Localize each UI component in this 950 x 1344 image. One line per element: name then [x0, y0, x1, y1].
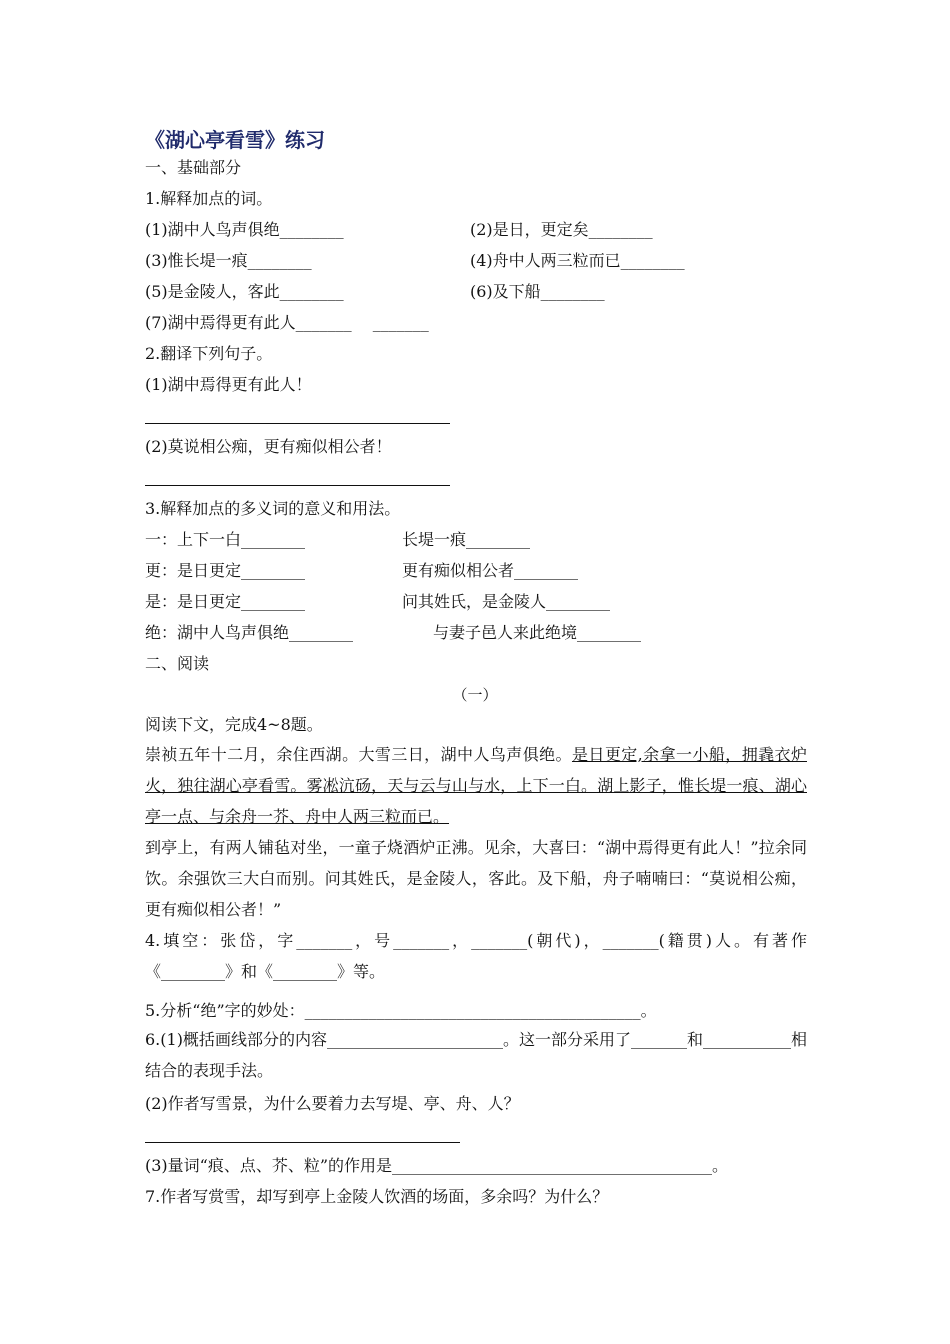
q6-part-2: (2)作者写雪景，为什么要着力去写堤、亭、舟、人？	[145, 1094, 520, 1113]
q2-sentence-2: (2)莫说相公痴，更有痴似相公者！	[145, 437, 392, 456]
q3-row-2-a: 更：是日更定________	[145, 561, 306, 580]
q1-item-4: (4)舟中人两三粒而已________	[470, 251, 685, 270]
q1-item-3: (3)惟长堤一痕________	[145, 251, 312, 270]
q6-part-3: (3)量词“痕、点、芥、粒”的作用是________________________________________。	[145, 1156, 729, 1175]
q3-row-1-b: 长堤一痕________	[402, 530, 531, 549]
reading-label: （一）	[452, 686, 498, 704]
q7: 7.作者写赏雪，却写到亭上金陵人饮酒的场面，多余吗？为什么？	[145, 1187, 609, 1206]
q4: 4.填空：张岱，字_______，号_______，_______(朝代)，_______(籍贯)人。有著作《________》和《________》等。	[145, 931, 807, 981]
passage-paragraph-1	[145, 739, 807, 832]
answer-line	[145, 423, 450, 424]
q2-sentence-1: (1)湖中焉得更有此人！	[145, 375, 312, 394]
q3-row-2-b: 更有痴似相公者________	[402, 561, 579, 580]
q6-part-1: 6.(1)概括画线部分的内容______________________。这一部分采用了_______和___________相结合的表现手法。	[145, 1030, 807, 1080]
passage-text: 崇祯五年十二月，余住西湖。大雪三日，湖中人鸟声俱绝。	[145, 745, 572, 764]
q3-row-3-b: 问其姓氏，是金陵人________	[402, 592, 611, 611]
section-reading: 二、阅读	[145, 654, 210, 673]
page-title: 《湖心亭看雪》练习	[145, 128, 325, 152]
q3-heading: 3.解释加点的多义词的意义和用法。	[145, 499, 401, 518]
q2-heading: 2.翻译下列句子。	[145, 344, 273, 363]
passage-paragraph-2: 到亭上，有两人铺毡对坐，一童子烧酒炉正沸。见余，大喜曰：“湖中焉得更有此人！”拉余同饮。余强饮三大白而别。问其姓氏，是金陵人，客此。及下船，舟子喃喃曰：“莫说相公痴，更有痴似相公者！”	[145, 838, 807, 919]
passage-underlined: 是日更定,余拿一小船，拥毳衣炉火，独往湖心亭看雪。雾凇沆砀，天与云与山与水，上下一白。湖上影子，惟长堤一痕、湖心亭一点、与余舟一芥、舟中人两三粒而已。	[145, 745, 807, 826]
q1-heading: 1.解释加点的词。	[145, 189, 273, 208]
q3-row-3-a: 是：是日更定________	[145, 592, 306, 611]
section-basic: 一、基础部分	[145, 158, 242, 177]
q1-item-7: (7)湖中焉得更有此人_______ _______	[145, 313, 429, 332]
q3-row-4-b: 与妻子邑人来此绝境________	[433, 623, 642, 642]
q1-item-6: (6)及下船________	[470, 282, 605, 301]
q1-item-1: (1)湖中人鸟声俱绝________	[145, 220, 344, 239]
reading-instruction: 阅读下文，完成4~8题。	[145, 715, 323, 734]
q5: 5.分析“绝”字的妙处：__________________________________________。	[145, 1001, 657, 1020]
q3-row-4-a: 绝：湖中人鸟声俱绝________	[145, 623, 354, 642]
q3-row-1-a: 一：上下一白________	[145, 530, 306, 549]
answer-line	[145, 485, 450, 486]
q1-item-2: (2)是日，更定矣________	[470, 220, 653, 239]
q1-item-5: (5)是金陵人，客此________	[145, 282, 344, 301]
answer-line	[145, 1142, 460, 1143]
